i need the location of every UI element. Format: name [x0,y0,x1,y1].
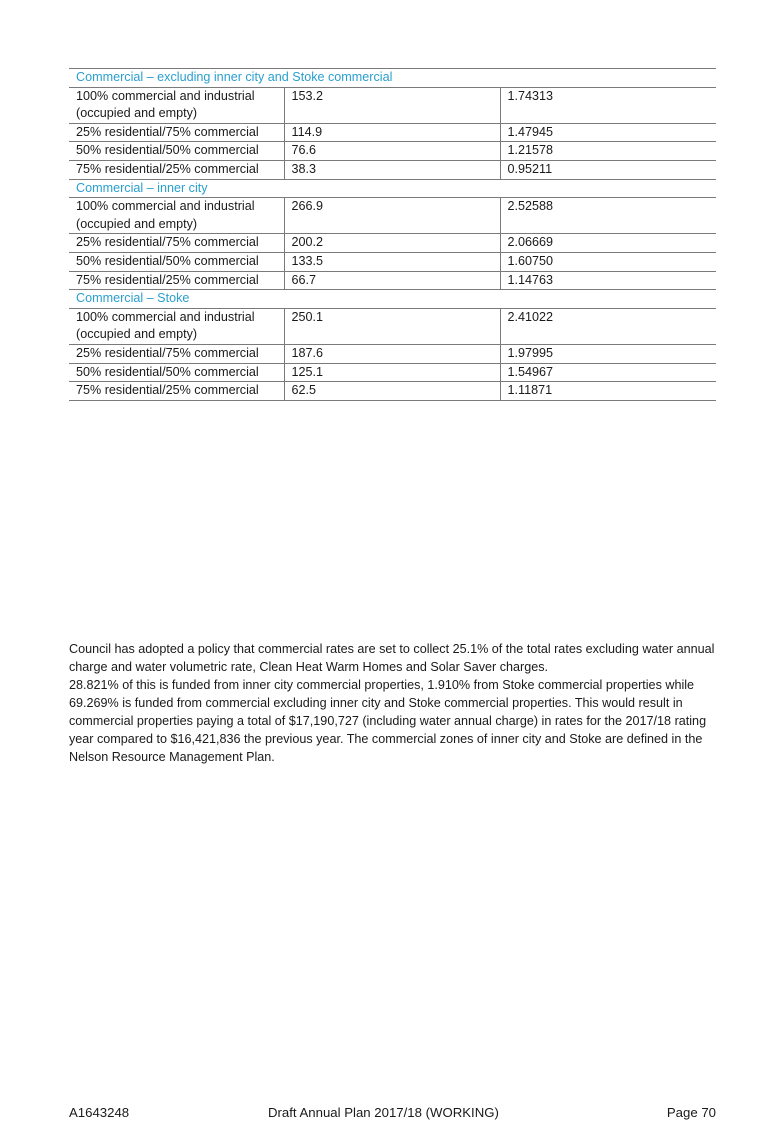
rate-value-cell: 66.7 [284,271,500,290]
rate-factor-cell: 2.52588 [500,198,716,234]
rate-value-cell: 38.3 [284,160,500,179]
policy-paragraph: Council has adopted a policy that commercial rates are set to collect 25.1% of the total rates excluding water annual charge and water volumetric rate, Clean Heat Warm Homes and Solar Saver charges. [69,642,715,674]
rate-value-cell: 125.1 [284,363,500,382]
rate-factor-cell: 1.11871 [500,382,716,401]
rate-value-cell: 250.1 [284,308,500,344]
section-header-row [69,69,716,88]
section-title: Commercial – excluding inner city and Stoke commercial [69,69,716,88]
rate-factor-cell: 2.06669 [500,234,716,253]
rate-factor-cell: 1.60750 [500,252,716,271]
section-title: Commercial – inner city [69,179,716,198]
rate-value-cell: 133.5 [284,252,500,271]
funding-paragraph: 28.821% of this is funded from inner city commercial properties, 1.910% from Stoke commercial properties while 69.269% is funded from commercial excluding inner city and Stoke commercial properties. This would result in commercial properties paying a total of $17,190,727 (including water annual charge) in rates for the 2017/18 rating year compared to $16,421,836 the previous year. The commercial zones of inner city and Stoke are defined in the Nelson Resource Management Plan. [69,678,707,764]
section-title: Commercial – Stoke [69,290,716,309]
document-reference: A1643248 [69,1105,130,1120]
commercial-rates-table [69,68,716,401]
rate-factor-cell: 1.74313 [500,87,716,123]
rate-factor-cell: 1.54967 [500,363,716,382]
property-category-cell: 25% residential/75% commercial [69,234,284,253]
rate-value-cell: 187.6 [284,344,500,363]
property-category-cell: 100% commercial and industrial (occupied and empty) [69,87,284,123]
rate-value-cell: 153.2 [284,87,500,123]
rate-factor-cell: 1.21578 [500,142,716,161]
section-header-row [69,290,716,309]
table-row [69,271,716,290]
property-category-cell: 75% residential/25% commercial [69,160,284,179]
table-row [69,363,716,382]
property-category-cell: 75% residential/25% commercial [69,382,284,401]
rate-value-cell: 114.9 [284,123,500,142]
property-category-cell: 75% residential/25% commercial [69,271,284,290]
document-title: Draft Annual Plan 2017/18 (WORKING) [268,1105,499,1120]
property-category-cell: 25% residential/75% commercial [69,344,284,363]
table-row [69,160,716,179]
rate-factor-cell: 1.14763 [500,271,716,290]
table-row [69,252,716,271]
property-category-cell: 50% residential/50% commercial [69,252,284,271]
rate-factor-cell: 1.47945 [500,123,716,142]
rate-value-cell: 76.6 [284,142,500,161]
table-row [69,198,716,234]
page-number: Page 70 [666,1105,716,1120]
table-row [69,123,716,142]
table-row [69,344,716,363]
rates-table-body [69,69,716,401]
section-header-row [69,179,716,198]
rate-value-cell: 200.2 [284,234,500,253]
rate-factor-cell: 1.97995 [500,344,716,363]
rate-value-cell: 266.9 [284,198,500,234]
property-category-cell: 100% commercial and industrial (occupied and empty) [69,308,284,344]
rate-factor-cell: 2.41022 [500,308,716,344]
property-category-cell: 50% residential/50% commercial [69,142,284,161]
table-row [69,87,716,123]
property-category-cell: 25% residential/75% commercial [69,123,284,142]
property-category-cell: 50% residential/50% commercial [69,363,284,382]
table-row [69,308,716,344]
table-row [69,234,716,253]
commercial-rates-explanation [69,640,719,766]
table-row [69,382,716,401]
rate-value-cell: 62.5 [284,382,500,401]
rate-factor-cell: 0.95211 [500,160,716,179]
table-row [69,142,716,161]
property-category-cell: 100% commercial and industrial (occupied and empty) [69,198,284,234]
